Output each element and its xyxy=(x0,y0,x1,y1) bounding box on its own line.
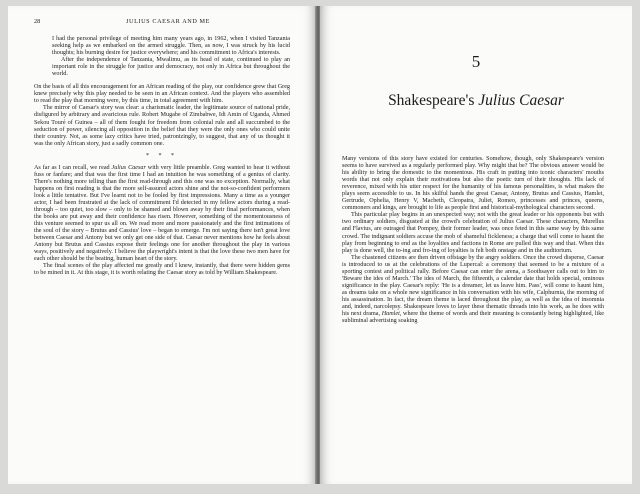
chapter-number: 5 xyxy=(471,52,481,71)
paragraph: The chastened citizens are then driven offstage by the angry soldiers. Once the crowd disperse, Caesar is introduced to us at the celebrations of the Lupercal: a ceremony that seemed to be a mixture of a sporting contest and political rally. Before Caesar can enter the arena, a Soothsayer calls out to him to 'Beware the ides of March.' The ides of March, the fifteenth, a calendar date that holds special, ominous significance in the play. Caesar's reply: 'He is a dreamer, let us leave him. Pass', will come to haunt him, as dreams take on a whole new significance in his conversation with his wife, Calphurnia, the morning of his assassination. In fact, the dream theme is laced throughout the play, as well as the idea of insomnia and, indeed, narcolepsy. Shakespeare loves to layer these thematic threads into his work, as he does with his next drama, Hamlet, where the theme of words and their meaning is constantly being highlighted, like subliminal advertising soaking xyxy=(342,254,604,325)
paragraph: Many versions of this story have existed for centuries. Somehow, though, only Shakespeare's version seems to have survived as a regularly performed play. Why might that be? The obvious answer would be his ability to bring the domestic to the momentous. His craft in putting into iconic characters' mouths words that not only explain their motivations but also the poetic turn of their thoughts. His lack of reverence, mixed with his utter respect for the humanity of his famous personalities, is what makes the plays seem accessible to us. In his skilful hands the great Caesar, Antony, Brutus and Cassius, Hamlet, Gertrude, Ophelia, Henry V, Macbeth, Cleopatra, Juliet, Romeo, princesses and princes, queens, commoners and kings, are brought to life as people first and historical-mythological characters second. xyxy=(342,156,604,212)
block-quote xyxy=(52,36,290,78)
paragraph: As far as I can recall, we read Julius Caesar with very little preamble. Greg wanted to hear it without fuss or fanfare; and that was the first time I had an intuition he was something of a genius of clarity. There's nothing more telling than the first read-through and this one was no exception. Normally, what happens on first reading is that the more self-assured actors shine and the not-so-confident performers look a little tentative. But I've learnt not to be fooled by first impressions. Many a time as a younger actor, I had been frustrated at the lack of commitment I'd detected in my fellow actors during a read-through – too quiet, too slow – only to be shamed and blown away by their final performances, when the books are put away and their confidence has risen. However, something of the momentousness of this venture seemed to spur us all on. We read more and more passionately and the first intimations of the soul of the story – Brutus and Cassius' love – began to emerge. I'm not saying there isn't great love between Caesar and Antony but we only get one side of that. Caesar never mentions how he feels about Antony but Brutus and Cassius expose their feelings one for another throughout the play in various ways, positively and negatively. I believe the playwright's intent is that the love these two men have for each other should be the beating, human heart of the story. xyxy=(34,164,290,263)
left-body-text xyxy=(34,36,290,278)
paragraph: The final scenes of the play affected me greatly and I knew, instantly, that there were hidden gems to be mined in it. At this stage, it is worth relating the Caesar story as told by William Shakespeare. xyxy=(34,263,290,277)
quote-paragraph-1: I had the personal privilege of meeting him many years ago, in 1962, when I visited Tanzania seeking help as we embarked on the armed struggle. Then, as now, I was struck by his lucid thoughts; his burning desire for justice everywhere; and his commitment to Africa's interests. xyxy=(52,36,290,57)
section-break: * * * xyxy=(146,152,178,159)
paragraph: The mirror of Caesar's story was clear: a charismatic leader, the legitimate source of national pride, disfigured by arbitrary and avaricious rule. Robert Mugabe of Zimbabwe, Idi Amin of Uganda, Ahmed Sekou Touré of Guinea – all of them fought for freedom from colonial rule and all succumbed to the seduction of power, silencing all opposition in the belief that they were the only ones who could unite their country. Not, as some lazy critics have tried, patronizingly, to suggest, that any of us thought it was the only African story, just a sadly common one. xyxy=(34,105,290,147)
right-body-text xyxy=(342,156,604,325)
quote-paragraph-2: After the independence of Tanzania, Mwalimu, as its head of state, continued to play an important role in the struggle for justice and democracy, not only in Africa but throughout the world. xyxy=(52,57,290,78)
play-title: Hamlet xyxy=(381,311,400,318)
chapter-title: Shakespeare's Julius Caesar xyxy=(388,92,564,109)
right-page xyxy=(320,6,632,484)
paragraph: On the basis of all this encouragement for an African reading of the play, our confidence grew that Greg knew precisely why this play needed to be seen in an African context. And the players who assembled to read the play that morning were, by this time, in total agreement with him. xyxy=(34,84,290,105)
play-title: Julius Caesar xyxy=(111,164,146,171)
left-page xyxy=(8,6,316,484)
paragraph: This particular play begins in an unexpected way; not with the great leader or his opponents but with two ordinary soldiers, disgusted at the crowd's celebration of Julius Caesar. These characters, Murellus and Flavius, are outraged that Pompey, their former leader, was once feted in this same way by this same crowd. The indignant soldiers accuse the mob of shameful fickleness; a charge that will come to haunt the play from beginning to end as the loyalties and factions in Rome are pulled this way and that. When this play is done well, the to-ing and fro-ing of loyalties is felt both onstage and in the auditorium. xyxy=(342,212,604,254)
running-head: JULIUS CAESAR AND ME xyxy=(126,18,211,25)
page-number: 28 xyxy=(34,18,41,25)
